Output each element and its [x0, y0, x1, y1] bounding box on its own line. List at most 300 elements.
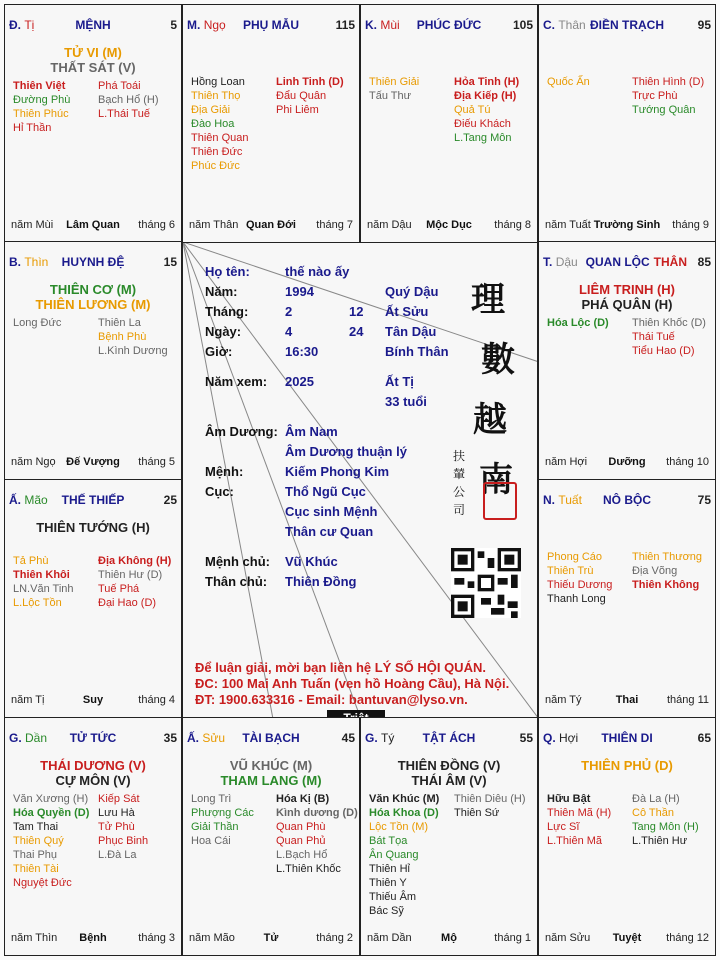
palace-name [242, 731, 299, 745]
am-duong-thuan: Âm Dương thuận lý [285, 444, 407, 459]
aux-star: Lộc Tồn (M) [369, 821, 429, 833]
aux-star: Nguyệt Đức [13, 877, 72, 889]
aux-star: Thiên Việt [13, 80, 66, 92]
aux-star: L.Thái Tuế [98, 108, 150, 120]
aux-star: Hóa Lộc (D) [547, 317, 609, 329]
star-column-left [547, 792, 628, 848]
trang-sinh-phase: Đế Vượng [66, 456, 120, 468]
aux-star: L.Lộc Tồn [13, 597, 62, 609]
trang-sinh-phase: Tử [263, 932, 279, 944]
aux-star: Thiếu Dương [547, 579, 613, 591]
aux-star: Thiên Thọ [191, 90, 241, 102]
aux-star: Quốc Ấn [547, 76, 590, 88]
palace-cell-ti[interactable] [4, 4, 182, 243]
star-column-left [547, 316, 628, 358]
star-column-right [628, 550, 709, 606]
aux-star: Phong Cáo [547, 551, 603, 563]
menh-chu-label: Mệnh chủ: [205, 554, 270, 569]
aux-star: Quan Phù [276, 821, 326, 833]
dai-han-number: 85 [697, 255, 711, 269]
aux-star: Ân Quang [369, 849, 419, 861]
tieu-han-year: năm Dậu [367, 219, 412, 231]
aux-star: Đường Phù [13, 94, 71, 106]
trang-sinh-phase: Mộ [441, 932, 457, 944]
main-star: THIÊN ĐỒNG (V) [397, 758, 501, 773]
aux-star: Tiểu Hao (D) [632, 345, 695, 357]
palace-name-text: PHÚC ĐỨC [416, 18, 482, 32]
aux-star: Hỉ Thần [13, 122, 52, 134]
aux-star: Thiên Y [369, 877, 407, 889]
aux-star: Linh Tinh (D) [276, 76, 344, 88]
nam-xem: 2025 [285, 374, 314, 389]
aux-star: Giải Thần [191, 821, 239, 833]
tieu-han-year: năm Tị [11, 694, 45, 706]
main-stars [183, 758, 359, 788]
star-column-left [13, 316, 94, 358]
palace-name [423, 731, 476, 745]
palace-cell-thin[interactable] [4, 241, 182, 480]
dai-han-number: 105 [512, 18, 533, 32]
palace-name-text: TẬT ÁCH [422, 731, 476, 745]
aux-star: Đại Hao (D) [98, 597, 157, 609]
palace-header [9, 255, 177, 271]
trang-sinh-phase: Bệnh [79, 932, 107, 944]
nguyet-han-month: tháng 4 [138, 694, 175, 706]
palace-name-text: MỆNH [75, 18, 111, 32]
aux-star: Long Đức [13, 317, 62, 329]
palace-header [365, 18, 533, 34]
can-chi-label [187, 18, 226, 32]
palace-header [543, 18, 711, 34]
palace-name-text: TÀI BẠCH [242, 731, 300, 745]
can-chi-label [543, 731, 578, 745]
can-chi-label [543, 18, 586, 32]
main-star: TỬ VI (M) [64, 45, 122, 60]
trang-sinh-phase: Suy [82, 694, 104, 706]
tieu-han-year: năm Hợi [545, 456, 588, 468]
can-label: G. [365, 731, 378, 745]
ngay-can-chi: Tân Dậu [385, 324, 437, 339]
can-chi-label [543, 493, 582, 507]
dai-han-number: 15 [163, 255, 177, 269]
aux-star: L.Đà La [98, 849, 137, 861]
cuc-value: Thổ Ngũ Cục [285, 484, 366, 499]
aux-star: Thiên Quý [13, 835, 64, 847]
callig-char-4: 南 [479, 460, 513, 500]
can-chi-label [365, 731, 394, 745]
aux-star: Thiên Không [632, 579, 700, 591]
palace-name [75, 18, 110, 32]
palace-footer [11, 694, 175, 708]
aux-star: Thiên Giải [369, 76, 420, 88]
seal-char-2: 輦 [453, 467, 466, 481]
aux-star: Đẩu Quân [276, 90, 327, 102]
aux-star: Thiên Diêu (H) [454, 793, 526, 805]
palace-header [9, 493, 177, 509]
aux-stars [369, 75, 531, 145]
menh-chu: Vũ Khúc [285, 554, 338, 569]
chi-label: Tuất [558, 493, 582, 507]
star-column-left [369, 792, 450, 918]
aux-stars [547, 792, 709, 848]
aux-star: Phượng Các [191, 807, 254, 819]
aux-stars [13, 316, 175, 358]
chi-label: Sửu [202, 731, 226, 745]
nguyet-han-month: tháng 12 [666, 932, 709, 944]
star-column-right [628, 75, 709, 117]
palace-name [62, 493, 125, 507]
star-column-right [628, 316, 709, 358]
aux-star: Thiên Hỉ [369, 863, 410, 875]
aux-star: Tả Phù [13, 555, 49, 567]
nam-can-chi: Quý Dậu [385, 284, 439, 299]
aux-star: L.Thiên Mã [547, 835, 603, 847]
aux-star: L.Thiên Hư [632, 835, 688, 847]
aux-star: Phá Toái [98, 80, 141, 92]
aux-star: Thái Tuế [632, 331, 675, 343]
star-column-right [272, 75, 353, 173]
aux-stars [369, 792, 531, 918]
main-star: THÁI DƯƠNG (V) [40, 758, 146, 773]
tieu-han-year: năm Tuất [545, 219, 591, 231]
palace-footer [545, 932, 709, 946]
tieu-han-year: năm Sửu [545, 932, 591, 944]
seal-small-text [453, 447, 467, 519]
aux-star: Thiên La [98, 317, 141, 329]
nguyet-han-month: tháng 6 [138, 219, 175, 231]
ho-ten-label: Họ tên: [205, 264, 250, 279]
main-star: THÁI ÂM (V) [411, 773, 487, 788]
main-star: THIÊN PHỦ (D) [581, 758, 673, 773]
aux-star: Tướng Quân [632, 104, 696, 116]
nguyet-han-month: tháng 2 [316, 932, 353, 944]
palace-footer [189, 219, 353, 233]
palace-name-text: QUAN LỘC [585, 255, 650, 269]
can-chi-label [187, 731, 225, 745]
menh-label: Mệnh: [205, 464, 244, 479]
star-column-right [628, 792, 709, 848]
nguyet-han-month: tháng 5 [138, 456, 175, 468]
aux-star: Đà La (H) [632, 793, 680, 805]
trang-sinh-phase: Trường Sinh [593, 219, 661, 231]
aux-star: Thiên Đức [191, 146, 243, 158]
palace-footer [189, 932, 353, 946]
aux-star: Bát Tọa [369, 835, 408, 847]
ngay-am: 24 [349, 324, 364, 339]
nguyet-han-month: tháng 9 [672, 219, 709, 231]
dai-han-number: 5 [170, 18, 177, 32]
can-label: N. [543, 493, 555, 507]
palace-cell-ty[interactable] [360, 717, 538, 956]
aux-star: Lưu Hà [98, 807, 135, 819]
main-star: THAM LANG (M) [220, 773, 322, 788]
thang-can-chi: Ất Sửu [385, 304, 429, 319]
can-label: B. [9, 255, 21, 269]
aux-star: Địa Không (H) [98, 555, 172, 567]
can-label: Ấ. [187, 731, 199, 745]
aux-stars [191, 75, 353, 173]
nguyet-han-month: tháng 10 [666, 456, 709, 468]
aux-star: Thanh Long [547, 593, 606, 605]
aux-star: Hoa Cái [191, 835, 231, 847]
aux-star: Quả Tú [454, 104, 491, 116]
center-panel [182, 241, 538, 718]
aux-star: Hữu Bật [547, 793, 591, 805]
star-column-left [191, 792, 272, 876]
can-label: Đ. [9, 18, 21, 32]
main-stars [5, 758, 181, 788]
dai-han-number: 35 [163, 731, 177, 745]
palace-header [543, 731, 711, 747]
aux-stars [547, 75, 709, 117]
tieu-han-year: năm Mão [189, 932, 235, 944]
aux-star: Phục Binh [98, 835, 149, 847]
star-column-right [450, 792, 531, 918]
can-label: M. [187, 18, 201, 32]
palace-name-text: THẾ THIẾP [61, 493, 125, 507]
dai-han-number: 65 [697, 731, 711, 745]
tieu-han-year: năm Mùi [11, 219, 54, 231]
palace-header [9, 18, 177, 34]
aux-stars [13, 79, 175, 135]
contact-line-1: Để luận giải, mời bạn liên hệ LÝ SỐ HỘI QUÁN. [195, 660, 486, 675]
main-stars [539, 282, 715, 312]
palace-footer [545, 219, 709, 233]
aux-star: Điếu Khách [454, 118, 511, 130]
can-chi-label [9, 731, 47, 745]
palace-name [62, 255, 125, 269]
callig-char-3: 越 [473, 400, 507, 440]
nguyet-han-month: tháng 8 [494, 219, 531, 231]
ngay-label: Ngày: [205, 324, 242, 339]
can-chi-label [543, 255, 578, 269]
than-chu: Thiên Đồng [285, 574, 357, 589]
palace-name-text: ĐIỀN TRẠCH [590, 18, 664, 32]
than-cu: Thân cư Quan [285, 524, 374, 539]
palace-cell-dan[interactable] [4, 717, 182, 956]
palace-cell-mao[interactable] [4, 479, 182, 718]
tuoi: 33 tuổi [385, 394, 427, 409]
aux-star: Tam Thai [13, 821, 59, 833]
palace-cell-dau[interactable] [538, 241, 716, 480]
chi-label: Dậu [555, 255, 578, 269]
nam-xem-label: Năm xem: [205, 374, 268, 389]
can-chi-label [9, 493, 48, 507]
aux-star: Hóa Quyền (D) [13, 807, 90, 819]
main-stars [5, 282, 181, 312]
palace-header [187, 18, 355, 34]
dai-han-number: 45 [341, 731, 355, 745]
star-column-right [450, 75, 531, 145]
main-star: PHÁ QUÂN (H) [581, 297, 673, 312]
can-chi-label [9, 18, 34, 32]
palace-name [417, 18, 482, 32]
thang-am: 12 [349, 304, 364, 319]
tieu-han-year: năm Ngọ [11, 456, 56, 468]
palace-footer [545, 694, 709, 708]
contact-line-2: ĐC: 100 Mai Anh Tuấn (ven hồ Hoàng Cầu), Hà Nội. [195, 676, 510, 691]
star-column-left [191, 75, 272, 173]
palace-cell-mui[interactable] [360, 4, 538, 243]
aux-star: Trực Phù [632, 90, 678, 102]
aux-star: Thiên Quan [191, 132, 249, 144]
main-stars [5, 45, 181, 75]
palace-name-text: THIÊN DI [601, 731, 653, 745]
can-chi-label [9, 255, 48, 269]
palace-name-text: NÔ BỘC [603, 493, 651, 507]
can-label: Ấ. [9, 493, 21, 507]
can-label: T. [543, 255, 553, 269]
aux-stars [547, 316, 709, 358]
star-column-right [94, 79, 175, 135]
palace-footer [367, 219, 531, 233]
aux-star: Bạch Hổ (H) [98, 94, 159, 106]
chi-label: Mão [24, 493, 48, 507]
gio-can-chi: Bính Thân [385, 344, 449, 359]
aux-star: Quan Phủ [276, 835, 326, 847]
tieu-han-year: năm Thân [189, 219, 239, 231]
aux-stars [547, 550, 709, 606]
aux-star: Tuế Phá [98, 583, 140, 595]
aux-star: L.Tang Môn [454, 132, 512, 144]
aux-star: Đào Hoa [191, 118, 235, 130]
aux-star: Hóa Khoa (D) [369, 807, 439, 819]
gio-label: Giờ: [205, 344, 233, 359]
tieu-han-year: năm Dần [367, 932, 412, 944]
red-seal-stamp [483, 482, 517, 520]
aux-star: Thiếu Âm [369, 891, 417, 903]
aux-star: Bác Sỹ [369, 905, 404, 917]
seal-char-4: 司 [453, 503, 466, 517]
dai-han-number: 25 [163, 493, 177, 507]
palace-footer [11, 932, 175, 946]
aux-star: Thiên Khôi [13, 569, 70, 581]
aux-star: Phúc Đức [191, 160, 240, 172]
aux-star: LN.Văn Tinh [13, 583, 74, 595]
trang-sinh-phase: Quan Đới [246, 219, 296, 231]
star-column-right [272, 792, 358, 876]
palace-name-text: TỬ TỨC [69, 731, 117, 745]
ngay-duong: 4 [285, 324, 293, 339]
main-stars [539, 758, 715, 773]
nam-xem-can-chi: Ất Tị [385, 374, 414, 389]
palace-name [590, 18, 664, 32]
palace-name-text: PHỤ MẪU [243, 18, 299, 32]
can-label: G. [9, 731, 22, 745]
can-label: Q. [543, 731, 556, 745]
contact-line-3: ĐT: 1900.633316 - Email: bantuvan@lyso.vn. [195, 692, 468, 707]
aux-stars [191, 792, 358, 876]
chi-label: Thân [558, 18, 586, 32]
star-column-right [94, 316, 175, 358]
seal-char-3: 公 [453, 485, 466, 499]
gio-value: 16:30 [285, 344, 319, 359]
palace-footer [11, 219, 175, 233]
cuc-sinh: Cục sinh Mệnh [285, 504, 378, 519]
aux-star: L.Thiên Khốc [276, 863, 341, 875]
aux-star: L.Bạch Hổ [276, 849, 328, 861]
seal-char-1: 扶 [453, 449, 466, 463]
star-column-right [94, 792, 175, 890]
palace-cell-than[interactable] [538, 4, 716, 243]
star-column-left [13, 792, 94, 890]
aux-star: Địa Võng [632, 565, 678, 577]
star-column-left [13, 554, 94, 610]
aux-star: Thiên Tài [13, 863, 59, 875]
palace-name-text: HUYNH ĐỆ [61, 255, 125, 269]
palace-name [603, 493, 651, 507]
aux-star: Thiên Mã (H) [547, 807, 612, 819]
main-stars [361, 758, 537, 788]
chi-label: Thìn [24, 255, 49, 269]
aux-star: Thai Phụ [13, 849, 58, 861]
callig-char-2: 數 [481, 340, 515, 380]
palace-header [187, 731, 355, 747]
aux-star: Tấu Thư [369, 90, 412, 102]
palace-header [9, 731, 177, 747]
chi-label: Hợi [559, 731, 579, 745]
palace-footer [11, 456, 175, 470]
main-star: THIÊN LƯƠNG (M) [35, 297, 151, 312]
aux-star: Thiên Thương [632, 551, 703, 563]
palace-name [243, 18, 299, 32]
palace-cell-hoi[interactable] [538, 717, 716, 956]
aux-star: Hồng Loan [191, 76, 245, 88]
chi-label: Tý [381, 731, 395, 745]
main-star: THẤT SÁT (V) [50, 60, 136, 75]
aux-star: Hóa Kị (B) [276, 793, 330, 805]
star-column-left [547, 550, 628, 606]
main-star: LIÊM TRINH (H) [578, 282, 676, 297]
dai-han-number: 95 [697, 18, 711, 32]
trang-sinh-phase: Dưỡng [608, 456, 646, 468]
menh-value: Kiếm Phong Kim [285, 464, 390, 479]
aux-star: Thiên Hình (D) [632, 76, 705, 88]
aux-star: Tang Môn (H) [632, 821, 699, 833]
main-stars [5, 520, 181, 535]
aux-star: Phi Liêm [276, 104, 319, 116]
aux-star: Thiên Sứ [454, 807, 500, 819]
aux-stars [13, 554, 175, 610]
palace-header [365, 731, 533, 747]
main-star: THIÊN TƯỚNG (H) [36, 520, 150, 535]
aux-star: Địa Kiếp (H) [454, 90, 517, 102]
aux-star: Long Trì [191, 793, 232, 805]
am-duong-label: Âm Dương: [205, 424, 278, 439]
star-column-left [369, 75, 450, 145]
nguyet-han-month: tháng 7 [316, 219, 353, 231]
trang-sinh-phase: Lâm Quan [66, 219, 120, 231]
palace-cell-ngo[interactable] [182, 4, 360, 243]
trang-sinh-phase: Thai [615, 694, 639, 706]
qr-code-icon [451, 548, 521, 618]
aux-star: Thiên Phúc [13, 108, 69, 120]
aux-star: Thiên Trù [547, 565, 594, 577]
aux-star: Văn Xương (H) [13, 793, 89, 805]
palace-cell-suu[interactable] [182, 717, 360, 956]
nguyet-han-month: tháng 3 [138, 932, 175, 944]
nam-label: Năm: [205, 284, 238, 299]
palace-name [70, 731, 117, 745]
can-label: C. [543, 18, 555, 32]
palace-footer [545, 456, 709, 470]
chi-label: Tị [24, 18, 35, 32]
star-column-right [94, 554, 175, 610]
palace-cell-tuat[interactable] [538, 479, 716, 718]
aux-star: Tử Phù [98, 821, 135, 833]
tieu-han-year: năm Tý [545, 694, 582, 706]
tieu-han-year: năm Thìn [11, 932, 58, 944]
